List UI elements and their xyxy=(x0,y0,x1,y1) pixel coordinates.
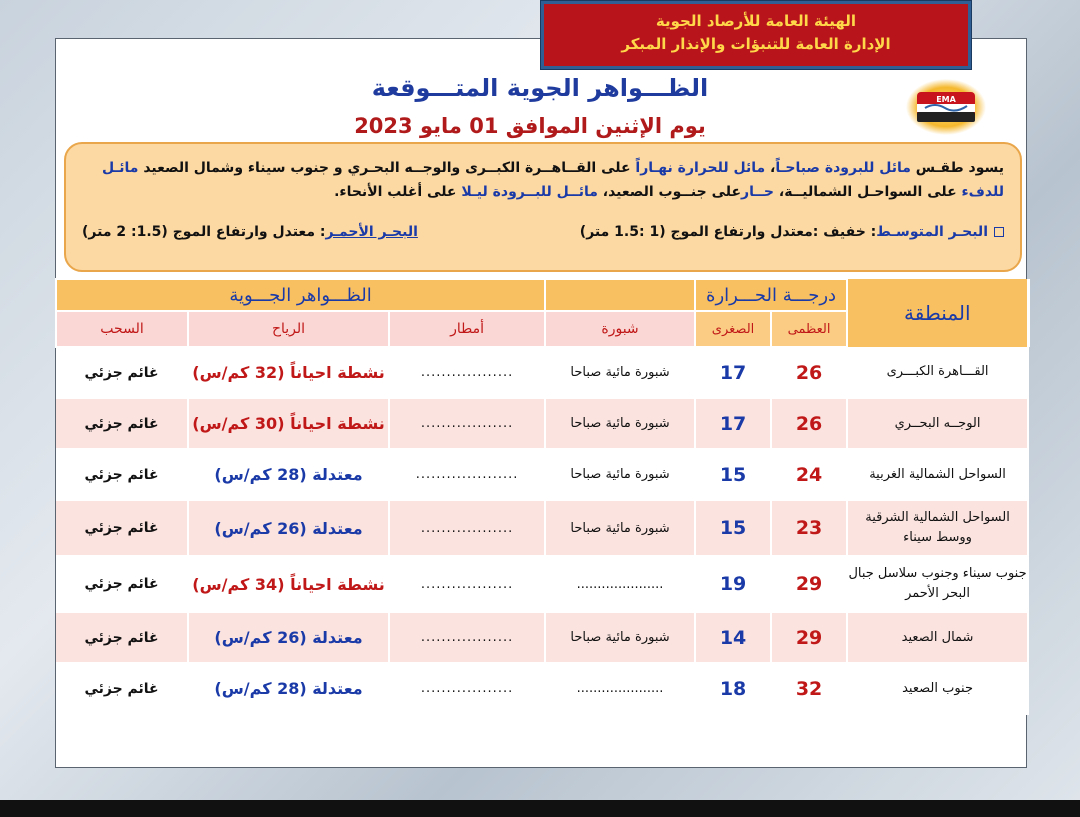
cloud-cell: غائم جزئي xyxy=(56,663,188,714)
org-line-2: الإدارة العامة للتنبؤات والإنذار المبكر xyxy=(621,35,891,53)
max-temp-cell: 32 xyxy=(771,663,847,714)
table-row xyxy=(56,556,1028,612)
max-temp-cell: 29 xyxy=(771,612,847,663)
cloud-cell: غائم جزئي xyxy=(56,449,188,500)
rain-cell: .................. xyxy=(389,500,545,556)
fog-cell: شبورة مائية صباحا xyxy=(545,398,695,449)
summary-part: على جنــوب الصعيد، xyxy=(597,184,742,200)
temperature-header: درجـــة الحـــرارة xyxy=(695,279,847,311)
summary-part: مائل للحرارة نهـاراً xyxy=(635,160,766,176)
rain-header: أمطار xyxy=(389,311,545,347)
summary-part: مائل للبرودة صباحـاً xyxy=(775,160,911,176)
region-cell: السواحل الشمالية الغربية xyxy=(847,449,1028,500)
cloud-cell: غائم جزئي xyxy=(56,398,188,449)
table-row xyxy=(56,500,1028,556)
min-temp-cell: 15 xyxy=(695,449,771,500)
table-row xyxy=(56,663,1028,714)
table-row xyxy=(56,449,1028,500)
region-cell: جنوب الصعيد xyxy=(847,663,1028,714)
region-cell: السواحل الشمالية الشرقية ووسط سيناء xyxy=(847,500,1028,556)
rain-cell: .................. xyxy=(389,556,545,612)
min-temp-cell: 18 xyxy=(695,663,771,714)
wind-cell: نشطة احياناً (30 كم/س) xyxy=(188,398,389,449)
max-temp-cell: 26 xyxy=(771,398,847,449)
fog-cell: شبورة مائية صباحا xyxy=(545,500,695,556)
org-header-inner xyxy=(544,4,968,66)
rain-cell: .................. xyxy=(389,612,545,663)
ema-logo-icon xyxy=(905,78,987,136)
fog-cell: شبورة مائية صباحا xyxy=(545,347,695,398)
sea-med-text: : خفيف :معتدل وارتفاع الموج (1 :1.5 متر) xyxy=(579,224,877,240)
wind-cell: معتدلة (26 كم/س) xyxy=(188,500,389,556)
max-temp-cell: 24 xyxy=(771,449,847,500)
fog-cell: ..................... xyxy=(545,663,695,714)
summary-part: على أغلب الأنحاء. xyxy=(334,184,462,200)
region-cell: القـــاهرة الكبـــرى xyxy=(847,347,1028,398)
region-cell: الوجــه البحــري xyxy=(847,398,1028,449)
cloud-cell: غائم جزئي xyxy=(56,347,188,398)
region-header: المنطقة xyxy=(847,279,1028,347)
sea-state-row xyxy=(82,222,1004,242)
org-header-box xyxy=(540,0,972,70)
wind-cell: نشطة احياناً (32 كم/س) xyxy=(188,347,389,398)
rain-cell: .................... xyxy=(389,449,545,500)
phenomena-header: الظـــواهر الجـــوية xyxy=(56,279,545,311)
region-cell: جنوب سيناء وجنوب سلاسل جبال البحر الأحمر xyxy=(847,556,1028,612)
forecast-date: يوم الإثنين الموافق 01 مايو 2023 xyxy=(354,114,706,138)
min-temp-cell: 14 xyxy=(695,612,771,663)
min-temp-cell: 17 xyxy=(695,347,771,398)
min-temp-header: الصغرى xyxy=(695,311,771,347)
wind-cell: معتدلة (26 كم/س) xyxy=(188,612,389,663)
min-temp-cell: 19 xyxy=(695,556,771,612)
cloud-cell: غائم جزئي xyxy=(56,556,188,612)
summary-text xyxy=(82,156,1004,204)
header-spacer xyxy=(545,279,695,311)
fog-cell: شبورة مائية صباحا xyxy=(545,449,695,500)
forecast-table xyxy=(55,278,1030,715)
max-temp-cell: 26 xyxy=(771,347,847,398)
summary-part: مائــل للبــرودة ليـلا xyxy=(461,184,598,200)
cloud-cell: غائم جزئي xyxy=(56,612,188,663)
summary-part: ، xyxy=(765,160,776,176)
wind-cell: معتدلة (28 كم/س) xyxy=(188,663,389,714)
region-cell: شمال الصعيد xyxy=(847,612,1028,663)
org-line-1: الهيئة العامة للأرصاد الجوية xyxy=(655,12,857,30)
max-temp-cell: 29 xyxy=(771,556,847,612)
cloud-cell: غائم جزئي xyxy=(56,500,188,556)
min-temp-cell: 15 xyxy=(695,500,771,556)
rain-cell: .................. xyxy=(389,347,545,398)
summary-part: على القــاهــرة الكبــرى والوجــه البحـري و جنوب سيناء وشمال الصعيد xyxy=(138,160,636,176)
page-title: الظـــواهر الجوية المتـــوقعة xyxy=(371,74,709,102)
bottom-bar xyxy=(0,800,1080,817)
summary-part: على السواحـل الشماليــة، xyxy=(774,184,962,200)
fog-header: شبورة xyxy=(545,311,695,347)
fog-cell: ..................... xyxy=(545,556,695,612)
logo-text: EMA xyxy=(936,95,956,104)
wind-cell: نشطة احياناً (34 كم/س) xyxy=(188,556,389,612)
rain-cell: .................. xyxy=(389,663,545,714)
checkbox-bullet-icon xyxy=(994,227,1004,237)
sea-med-label: البحـر المتوسـط xyxy=(876,224,988,240)
fog-cell: شبورة مائية صباحا xyxy=(545,612,695,663)
rain-cell: .................. xyxy=(389,398,545,449)
summary-box xyxy=(64,142,1022,272)
table-row xyxy=(56,398,1028,449)
min-temp-cell: 17 xyxy=(695,398,771,449)
summary-part: يسود طقـس xyxy=(910,160,1004,176)
wind-cell: معتدلة (28 كم/س) xyxy=(188,449,389,500)
sea-med xyxy=(580,222,1004,242)
sea-red xyxy=(82,222,418,242)
max-temp-cell: 23 xyxy=(771,500,847,556)
summary-part: مائـل للدفء xyxy=(101,160,1004,200)
sea-red-label: البحـر الأحمـر xyxy=(325,224,418,240)
table-row xyxy=(56,612,1028,663)
table-row xyxy=(56,347,1028,398)
sea-red-text: : معتدل وارتفاع الموج (1.5: 2 متر) xyxy=(82,224,326,240)
summary-part: حــار xyxy=(741,184,775,200)
cloud-header: السحب xyxy=(56,311,188,347)
max-temp-header: العظمى xyxy=(771,311,847,347)
wind-header: الرياح xyxy=(188,311,389,347)
